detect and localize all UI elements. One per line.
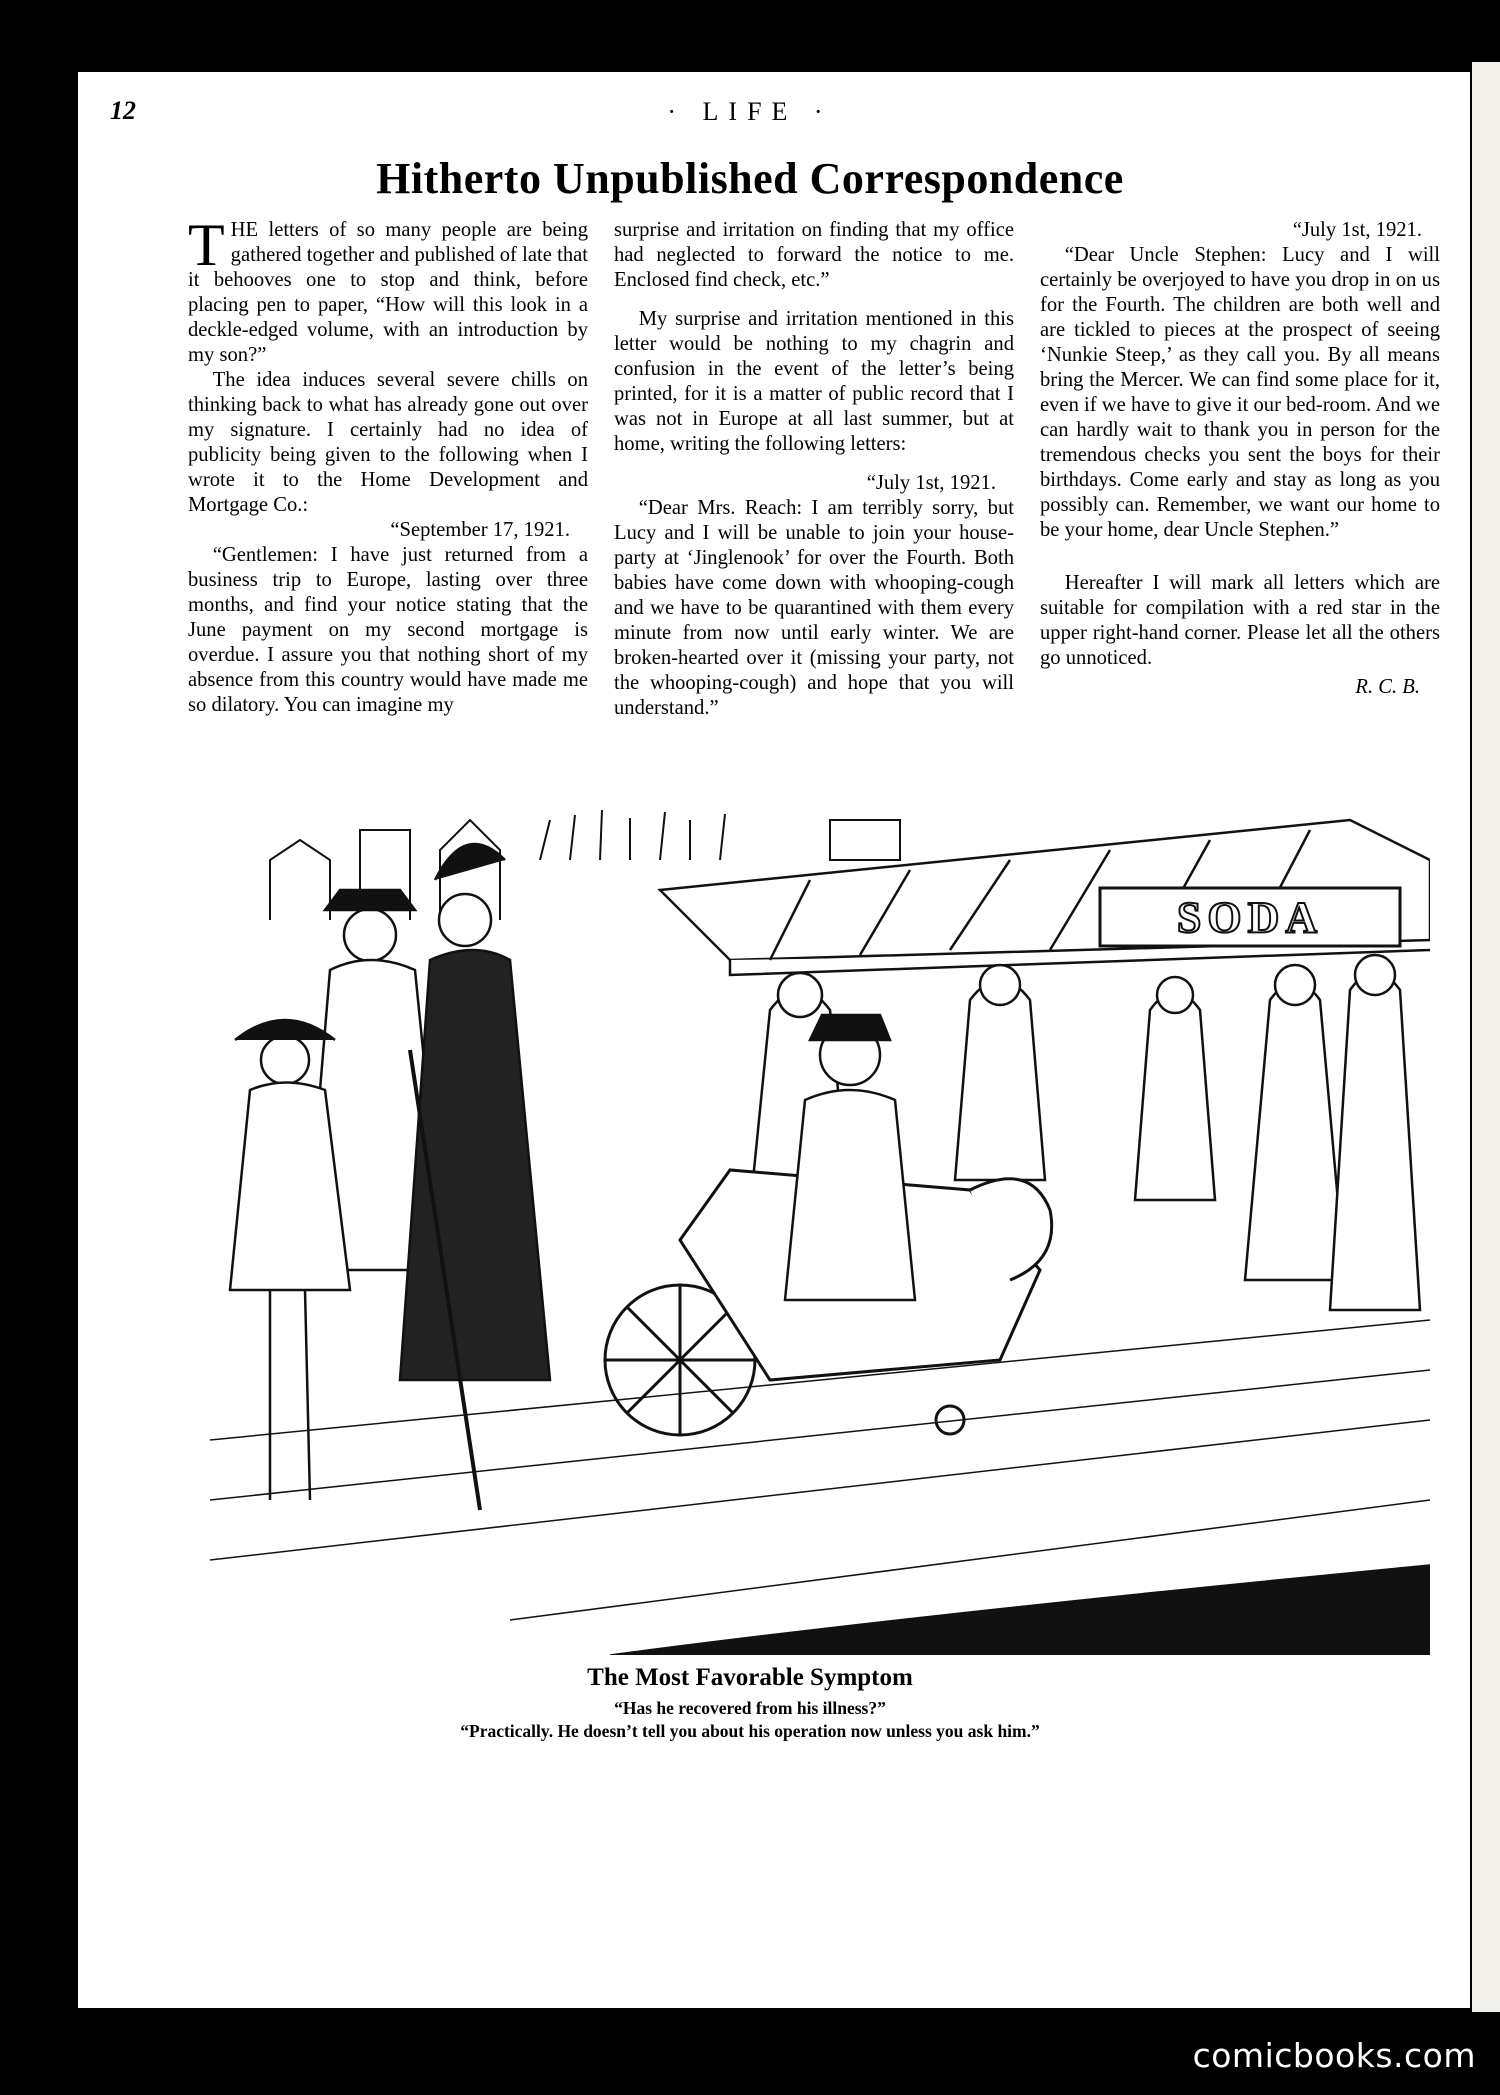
paragraph: “Dear Uncle Stephen: Lucy and I will certainly be overjoyed to have you drop in on us for the Fourth. The children are both well and are tickled to pieces at the prospect of seeing ‘Nunkie Steep,’ as they call you. By all means bring the Mercer. We can find some place for it, even if we have to give it our bed-room. And we can hardly wait to thank you in person for the tremendous checks you sent the boys for their birthdays. Come early and stay as long as you possibly can. Remember, we want our home to be your home, dear Uncle Stephen.”	[1040, 244, 1440, 541]
drop-cap: T	[188, 212, 225, 278]
article-column-3	[1040, 218, 1440, 700]
cartoon-caption-line: “Practically. He doesn’t tell you about his operation now unless you ask him.”	[460, 1721, 1040, 1741]
foreground-couple-and-girl	[230, 844, 550, 1510]
paragraph: surprise and irritation on finding that my office had neglected to forward the notice to me. Enclosed find check, etc.”	[614, 219, 1014, 291]
cartoon-illustration	[210, 800, 1430, 1655]
article-title: Hitherto Unpublished Correspondence	[376, 154, 1124, 203]
letter-date: “July 1st, 1921.	[1292, 219, 1422, 241]
masthead: · LIFE ·	[667, 97, 833, 126]
paragraph: “Gentlemen: I have just returned from a business trip to Europe, lasting over three months, and find your notice stating that the June payment on my second mortgage is overdue. I assure you that nothing short of my absence from this country would have made me so dilatory. You can imagine my	[188, 544, 588, 716]
soda-sign	[1100, 888, 1400, 946]
paragraph	[188, 212, 588, 368]
article-column-2	[614, 218, 1014, 721]
paragraph-text: HE letters of so many people are being gathered together and published of late that it behooves one to stop and think, before placing pen to paper, “How will this look in a deckle-edged volume, with an introduction by my son?”	[188, 219, 588, 366]
watermark: comicbooks.com	[1192, 2036, 1476, 2075]
letter-date: “July 1st, 1921.	[866, 472, 996, 494]
cartoon-caption-line: “Has he recovered from his illness?”	[614, 1698, 886, 1718]
paragraph: Hereafter I will mark all letters which are suitable for compilation with a red star in the upper right-hand corner. Please let all the others go unnoticed.	[1040, 572, 1440, 669]
paragraph: My surprise and irritation mentioned in this letter would be nothing to my chagrin and confusion in the event of the letter’s being printed, for it is a matter of public record that I was not in Europe at all last summer, but at home, writing the following letters:	[614, 308, 1014, 455]
adjacent-page-edge	[1472, 62, 1500, 2012]
paragraph: “Dear Mrs. Reach: I am terribly sorry, but Lucy and I will be unable to join your house-party at ‘Jinglenook’ for over the Fourth. Both babies have come down with whooping-cough and we have to be quarantined with them every minute from now until early winter. We are broken-hearted over it (missing your party, not the whooping-cough) and hope that you will understand.”	[614, 497, 1014, 719]
signature: R. C. B.	[1355, 676, 1420, 698]
letter-date: “September 17, 1921.	[390, 519, 570, 541]
paragraph: The idea induces several severe chills on thinking back to what has already gone out over my signature. I certainly had no idea of publicity being given to the following when I wrote it to the Home Development and Mortgage Co.:	[188, 369, 588, 516]
page-number: 12	[110, 96, 136, 125]
article-column-1	[188, 212, 588, 718]
soda-sign-text: SODA	[1176, 893, 1324, 942]
cartoon-caption-title: The Most Favorable Symptom	[587, 1664, 913, 1691]
